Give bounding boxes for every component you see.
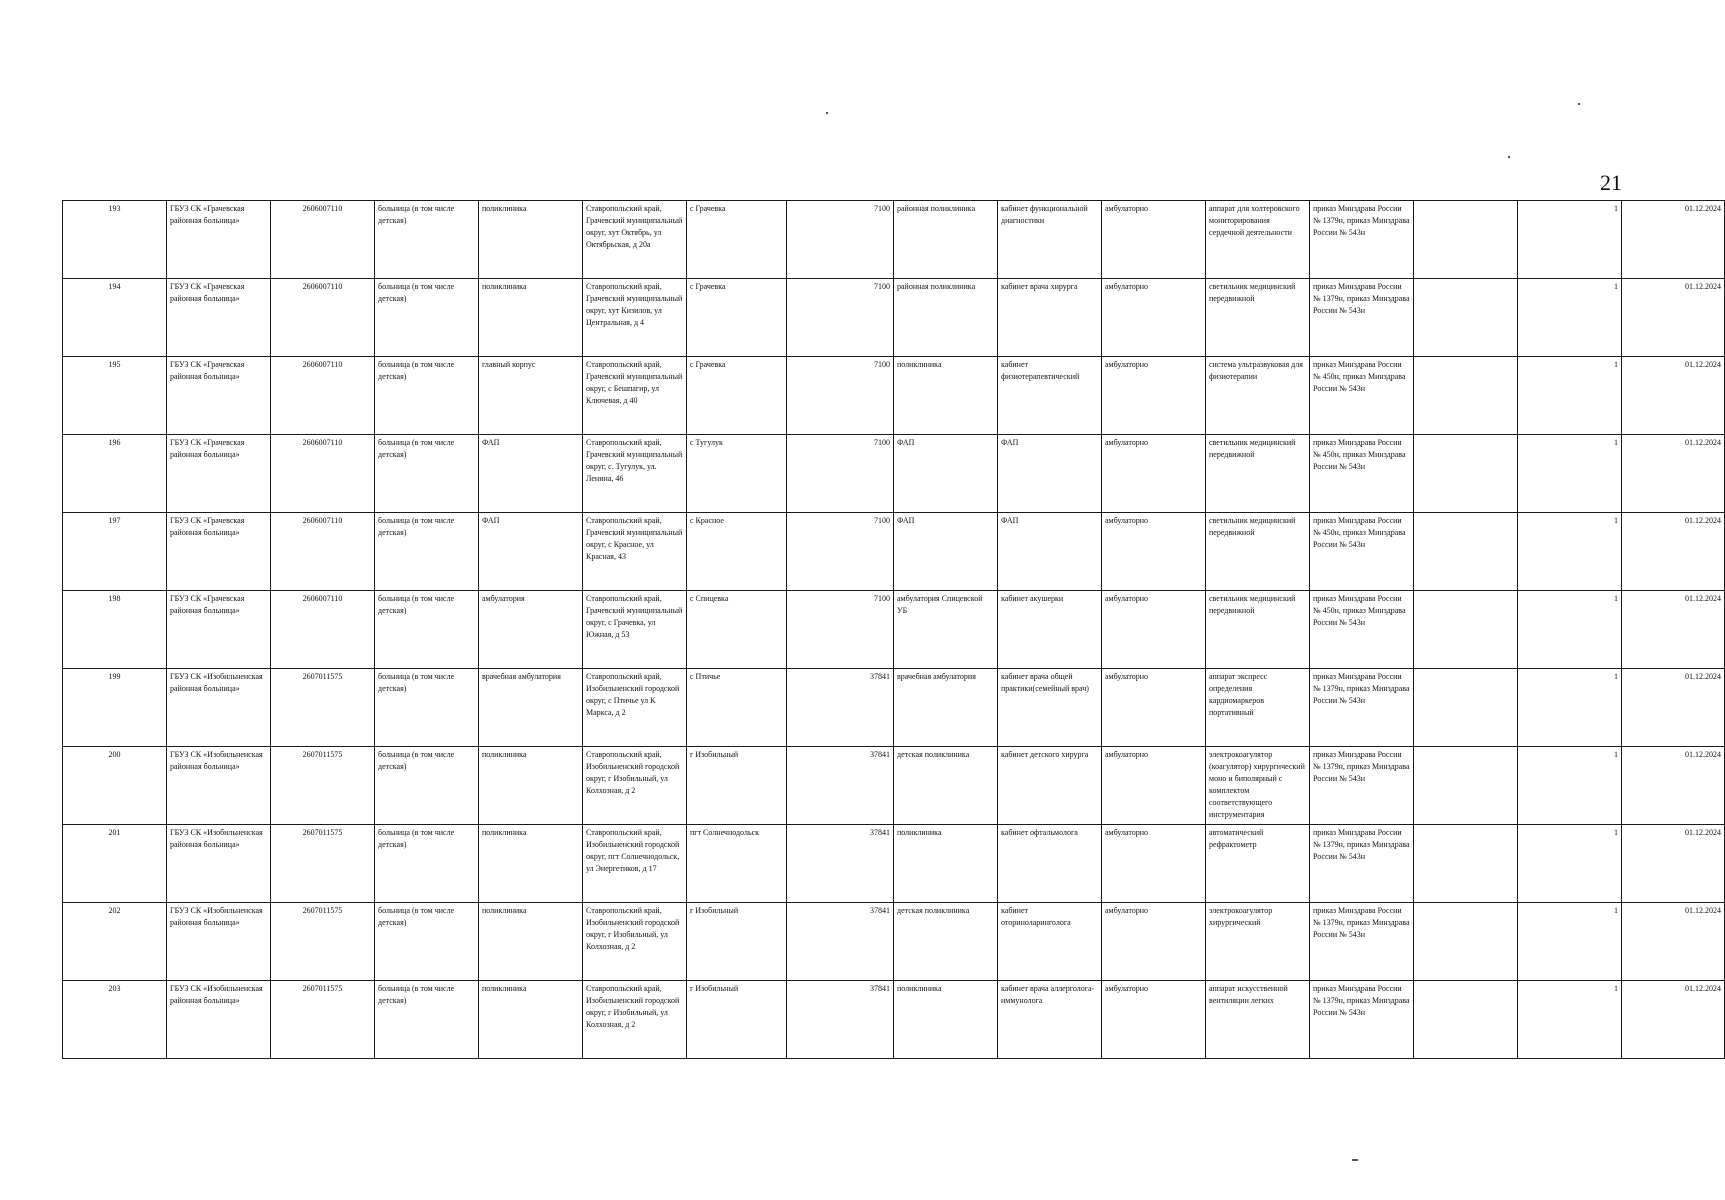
address-cell: Ставропольский край, Грачевский муниципальный округ, с Бешпагир, ул Ключевая, д 40 [583,357,687,435]
quantity-cell: 1 [1518,513,1622,591]
table-row [63,825,1725,903]
inn-cell: 2606007110 [271,201,375,279]
care-condition-cell: амбулаторно [1102,747,1206,825]
unit-cell: врачебная амбулатория [479,669,583,747]
care-condition-cell: амбулаторно [1102,279,1206,357]
table-row [63,747,1725,825]
cabinet-cell: кабинет оториноларинголога [998,903,1102,981]
quantity-cell: 1 [1518,747,1622,825]
order-cell: приказ Минздрава России № 1379н, приказ Минздрава России № 543н [1310,669,1414,747]
division-cell: детская поликлиника [894,747,998,825]
code-cell: 7100 [787,591,894,669]
cabinet-cell: кабинет врача аллерголога-иммунолога [998,981,1102,1059]
code-cell: 7100 [787,279,894,357]
address-cell: Ставропольский край, Изобильненский городской округ, г Изобильный, ул Колхозная, д 2 [583,903,687,981]
organization-cell: ГБУЗ СК «Изобильненская районная больница» [167,669,271,747]
cabinet-cell: кабинет детского хирурга [998,747,1102,825]
code-cell: 7100 [787,513,894,591]
date-cell: 01.12.2024 [1622,357,1725,435]
code-cell: 37841 [787,669,894,747]
cabinet-cell: кабинет функциональной диагностики [998,201,1102,279]
row-number-cell: 200 [63,747,167,825]
organization-cell: ГБУЗ СК «Изобильненская районная больница» [167,747,271,825]
facility-type-cell: больница (в том числе детская) [375,279,479,357]
equipment-cell: аппарат для холтеровского мониторирования сердечной деятельности [1206,201,1310,279]
extra-cell [1414,903,1518,981]
inn-cell: 2607011575 [271,903,375,981]
table-row [63,357,1725,435]
extra-cell [1414,357,1518,435]
organization-cell: ГБУЗ СК «Изобильненская районная больница» [167,981,271,1059]
division-cell: ФАП [894,513,998,591]
equipment-register-table [62,200,1725,1059]
inn-cell: 2606007110 [271,435,375,513]
organization-cell: ГБУЗ СК «Изобильненская районная больница» [167,903,271,981]
extra-cell [1414,825,1518,903]
division-cell: детская поликлиника [894,903,998,981]
locality-cell: с Грачевка [687,279,787,357]
unit-cell: ФАП [479,513,583,591]
extra-cell [1414,435,1518,513]
row-number-cell: 198 [63,591,167,669]
inn-cell: 2606007110 [271,279,375,357]
extra-cell [1414,513,1518,591]
facility-type-cell: больница (в том числе детская) [375,435,479,513]
order-cell: приказ Минздрава России № 450н, приказ Минздрава России № 543н [1310,513,1414,591]
order-cell: приказ Минздрава России № 1379н, приказ Минздрава России № 543н [1310,825,1414,903]
row-number-cell: 201 [63,825,167,903]
inn-cell: 2607011575 [271,669,375,747]
row-number-cell: 193 [63,201,167,279]
division-cell: поликлиника [894,825,998,903]
address-cell: Ставропольский край, Грачевский муниципальный округ, хут Октябрь, ул Октябрьская, д 20а [583,201,687,279]
facility-type-cell: больница (в том числе детская) [375,669,479,747]
care-condition-cell: амбулаторно [1102,591,1206,669]
care-condition-cell: амбулаторно [1102,435,1206,513]
unit-cell: поликлиника [479,747,583,825]
code-cell: 37841 [787,825,894,903]
equipment-cell: аппарат экспресс определения кардиомаркеров портативный [1206,669,1310,747]
organization-cell: ГБУЗ СК «Изобильненская районная больница» [167,825,271,903]
table-row [63,981,1725,1059]
equipment-cell: автоматический рефрактометр [1206,825,1310,903]
unit-cell: ФАП [479,435,583,513]
facility-type-cell: больница (в том числе детская) [375,981,479,1059]
cabinet-cell: кабинет офтальмолога [998,825,1102,903]
locality-cell: г Изобильный [687,747,787,825]
row-number-cell: 196 [63,435,167,513]
locality-cell: с Тугулук [687,435,787,513]
unit-cell: амбулатория [479,591,583,669]
table-row [63,201,1725,279]
scan-speck [1508,156,1510,158]
care-condition-cell: амбулаторно [1102,981,1206,1059]
extra-cell [1414,591,1518,669]
address-cell: Ставропольский край, Изобильненский городской округ, пгт Солнечнодольск, ул Энергетиков, д 17 [583,825,687,903]
quantity-cell: 1 [1518,435,1622,513]
unit-cell: поликлиника [479,825,583,903]
code-cell: 7100 [787,357,894,435]
row-number-cell: 203 [63,981,167,1059]
row-number-cell: 194 [63,279,167,357]
row-number-cell: 195 [63,357,167,435]
facility-type-cell: больница (в том числе детская) [375,357,479,435]
extra-cell [1414,669,1518,747]
organization-cell: ГБУЗ СК «Грачевская районная больница» [167,279,271,357]
address-cell: Ставропольский край, Грачевский муниципальный округ, с Грачевка, ул Южная, д 53 [583,591,687,669]
division-cell: ФАП [894,435,998,513]
unit-cell: главный корпус [479,357,583,435]
cabinet-cell: кабинет физиотерапевтический [998,357,1102,435]
equipment-cell: светильник медицинский передвижной [1206,279,1310,357]
order-cell: приказ Минздрава России № 1379н, приказ Минздрава России № 543н [1310,981,1414,1059]
code-cell: 7100 [787,435,894,513]
inn-cell: 2607011575 [271,747,375,825]
extra-cell [1414,201,1518,279]
facility-type-cell: больница (в том числе детская) [375,903,479,981]
facility-type-cell: больница (в том числе детская) [375,591,479,669]
locality-cell: с Грачевка [687,201,787,279]
order-cell: приказ Минздрава России № 450н, приказ Минздрава России № 543н [1310,357,1414,435]
date-cell: 01.12.2024 [1622,903,1725,981]
unit-cell: поликлиника [479,903,583,981]
date-cell: 01.12.2024 [1622,435,1725,513]
organization-cell: ГБУЗ СК «Грачевская районная больница» [167,591,271,669]
care-condition-cell: амбулаторно [1102,825,1206,903]
cabinet-cell: кабинет врача общей практики(семейный врач) [998,669,1102,747]
table-row [63,279,1725,357]
cabinet-cell: ФАП [998,435,1102,513]
quantity-cell: 1 [1518,903,1622,981]
inn-cell: 2607011575 [271,981,375,1059]
facility-type-cell: больница (в том числе детская) [375,201,479,279]
care-condition-cell: амбулаторно [1102,669,1206,747]
care-condition-cell: амбулаторно [1102,513,1206,591]
code-cell: 37841 [787,747,894,825]
division-cell: амбулатория Спицевской УБ [894,591,998,669]
locality-cell: с Спицевка [687,591,787,669]
division-cell: поликлиника [894,981,998,1059]
care-condition-cell: амбулаторно [1102,357,1206,435]
equipment-cell: аппарат искусственной вентиляции легких [1206,981,1310,1059]
extra-cell [1414,279,1518,357]
facility-type-cell: больница (в том числе детская) [375,747,479,825]
order-cell: приказ Минздрава России № 450н, приказ Минздрава России № 543н [1310,435,1414,513]
locality-cell: с Красное [687,513,787,591]
quantity-cell: 1 [1518,669,1622,747]
date-cell: 01.12.2024 [1622,513,1725,591]
inn-cell: 2606007110 [271,513,375,591]
code-cell: 37841 [787,981,894,1059]
code-cell: 7100 [787,201,894,279]
table-row [63,591,1725,669]
unit-cell: поликлиника [479,201,583,279]
cabinet-cell: кабинет врача хирурга [998,279,1102,357]
scan-speck [826,112,828,114]
cabinet-cell: ФАП [998,513,1102,591]
quantity-cell: 1 [1518,981,1622,1059]
row-number-cell: 197 [63,513,167,591]
equipment-cell: светильник медицинский передвижной [1206,435,1310,513]
date-cell: 01.12.2024 [1622,981,1725,1059]
locality-cell: г Изобильный [687,981,787,1059]
quantity-cell: 1 [1518,279,1622,357]
division-cell: поликлиника [894,357,998,435]
division-cell: районная поликлиника [894,201,998,279]
quantity-cell: 1 [1518,591,1622,669]
table-row [63,903,1725,981]
date-cell: 01.12.2024 [1622,279,1725,357]
date-cell: 01.12.2024 [1622,591,1725,669]
cabinet-cell: кабинет акушерки [998,591,1102,669]
address-cell: Ставропольский край, Изобильненский городской округ, г Изобильный, ул Колхозная, д 2 [583,747,687,825]
care-condition-cell: амбулаторно [1102,903,1206,981]
quantity-cell: 1 [1518,825,1622,903]
order-cell: приказ Минздрава России № 1379н, приказ Минздрава России № 543н [1310,903,1414,981]
organization-cell: ГБУЗ СК «Грачевская районная больница» [167,357,271,435]
inn-cell: 2606007110 [271,591,375,669]
address-cell: Ставропольский край, Грачевский муниципальный округ, с. Тугулук, ул. Ленина, 46 [583,435,687,513]
quantity-cell: 1 [1518,201,1622,279]
order-cell: приказ Минздрава России № 1379н, приказ Минздрава России № 543н [1310,201,1414,279]
address-cell: Ставропольский край, Грачевский муниципальный округ, с Красное, ул Красная, 43 [583,513,687,591]
scan-speck [1578,103,1580,105]
table-row [63,513,1725,591]
locality-cell: г Изобильный [687,903,787,981]
row-number-cell: 199 [63,669,167,747]
extra-cell [1414,747,1518,825]
date-cell: 01.12.2024 [1622,201,1725,279]
locality-cell: с Птичье [687,669,787,747]
address-cell: Ставропольский край, Грачевский муниципальный округ, хут Кизилов, ул Центральная, д 4 [583,279,687,357]
order-cell: приказ Минздрава России № 1379н, приказ Минздрава России № 543н [1310,747,1414,825]
equipment-cell: электрокоагулятор хирургический [1206,903,1310,981]
organization-cell: ГБУЗ СК «Грачевская районная больница» [167,201,271,279]
equipment-cell: светильник медицинский передвижной [1206,591,1310,669]
facility-type-cell: больница (в том числе детская) [375,513,479,591]
locality-cell: с Грачевка [687,357,787,435]
date-cell: 01.12.2024 [1622,669,1725,747]
facility-type-cell: больница (в том числе детская) [375,825,479,903]
organization-cell: ГБУЗ СК «Грачевская районная больница» [167,513,271,591]
unit-cell: поликлиника [479,981,583,1059]
organization-cell: ГБУЗ СК «Грачевская районная больница» [167,435,271,513]
date-cell: 01.12.2024 [1622,825,1725,903]
address-cell: Ставропольский край, Изобильненский городской округ, с Птичье ул К Маркса, д 2 [583,669,687,747]
inn-cell: 2607011575 [271,825,375,903]
division-cell: врачебная амбулатория [894,669,998,747]
date-cell: 01.12.2024 [1622,747,1725,825]
table-row [63,435,1725,513]
inn-cell: 2606007110 [271,357,375,435]
division-cell: районная поликлиника [894,279,998,357]
unit-cell: поликлиника [479,279,583,357]
code-cell: 37841 [787,903,894,981]
quantity-cell: 1 [1518,357,1622,435]
equipment-cell: светильник медицинский передвижной [1206,513,1310,591]
order-cell: приказ Минздрава России № 450н, приказ Минздрава России № 543н [1310,591,1414,669]
extra-cell [1414,981,1518,1059]
scan-speck [1352,1159,1358,1161]
table-row [63,669,1725,747]
care-condition-cell: амбулаторно [1102,201,1206,279]
locality-cell: пгт Солнечнодольск [687,825,787,903]
row-number-cell: 202 [63,903,167,981]
equipment-cell: система ультразвуковая для физиотерапии [1206,357,1310,435]
address-cell: Ставропольский край, Изобильненский городской округ, г Изобильный, ул Колхозная, д 2 [583,981,687,1059]
equipment-cell: электрокоагулятор (коагулятор) хирургический моно и биполярный с комплектом соответствующего инструментария [1206,747,1310,825]
page-number: 21 [1600,170,1622,195]
order-cell: приказ Минздрава России № 1379н, приказ Минздрава России № 543н [1310,279,1414,357]
